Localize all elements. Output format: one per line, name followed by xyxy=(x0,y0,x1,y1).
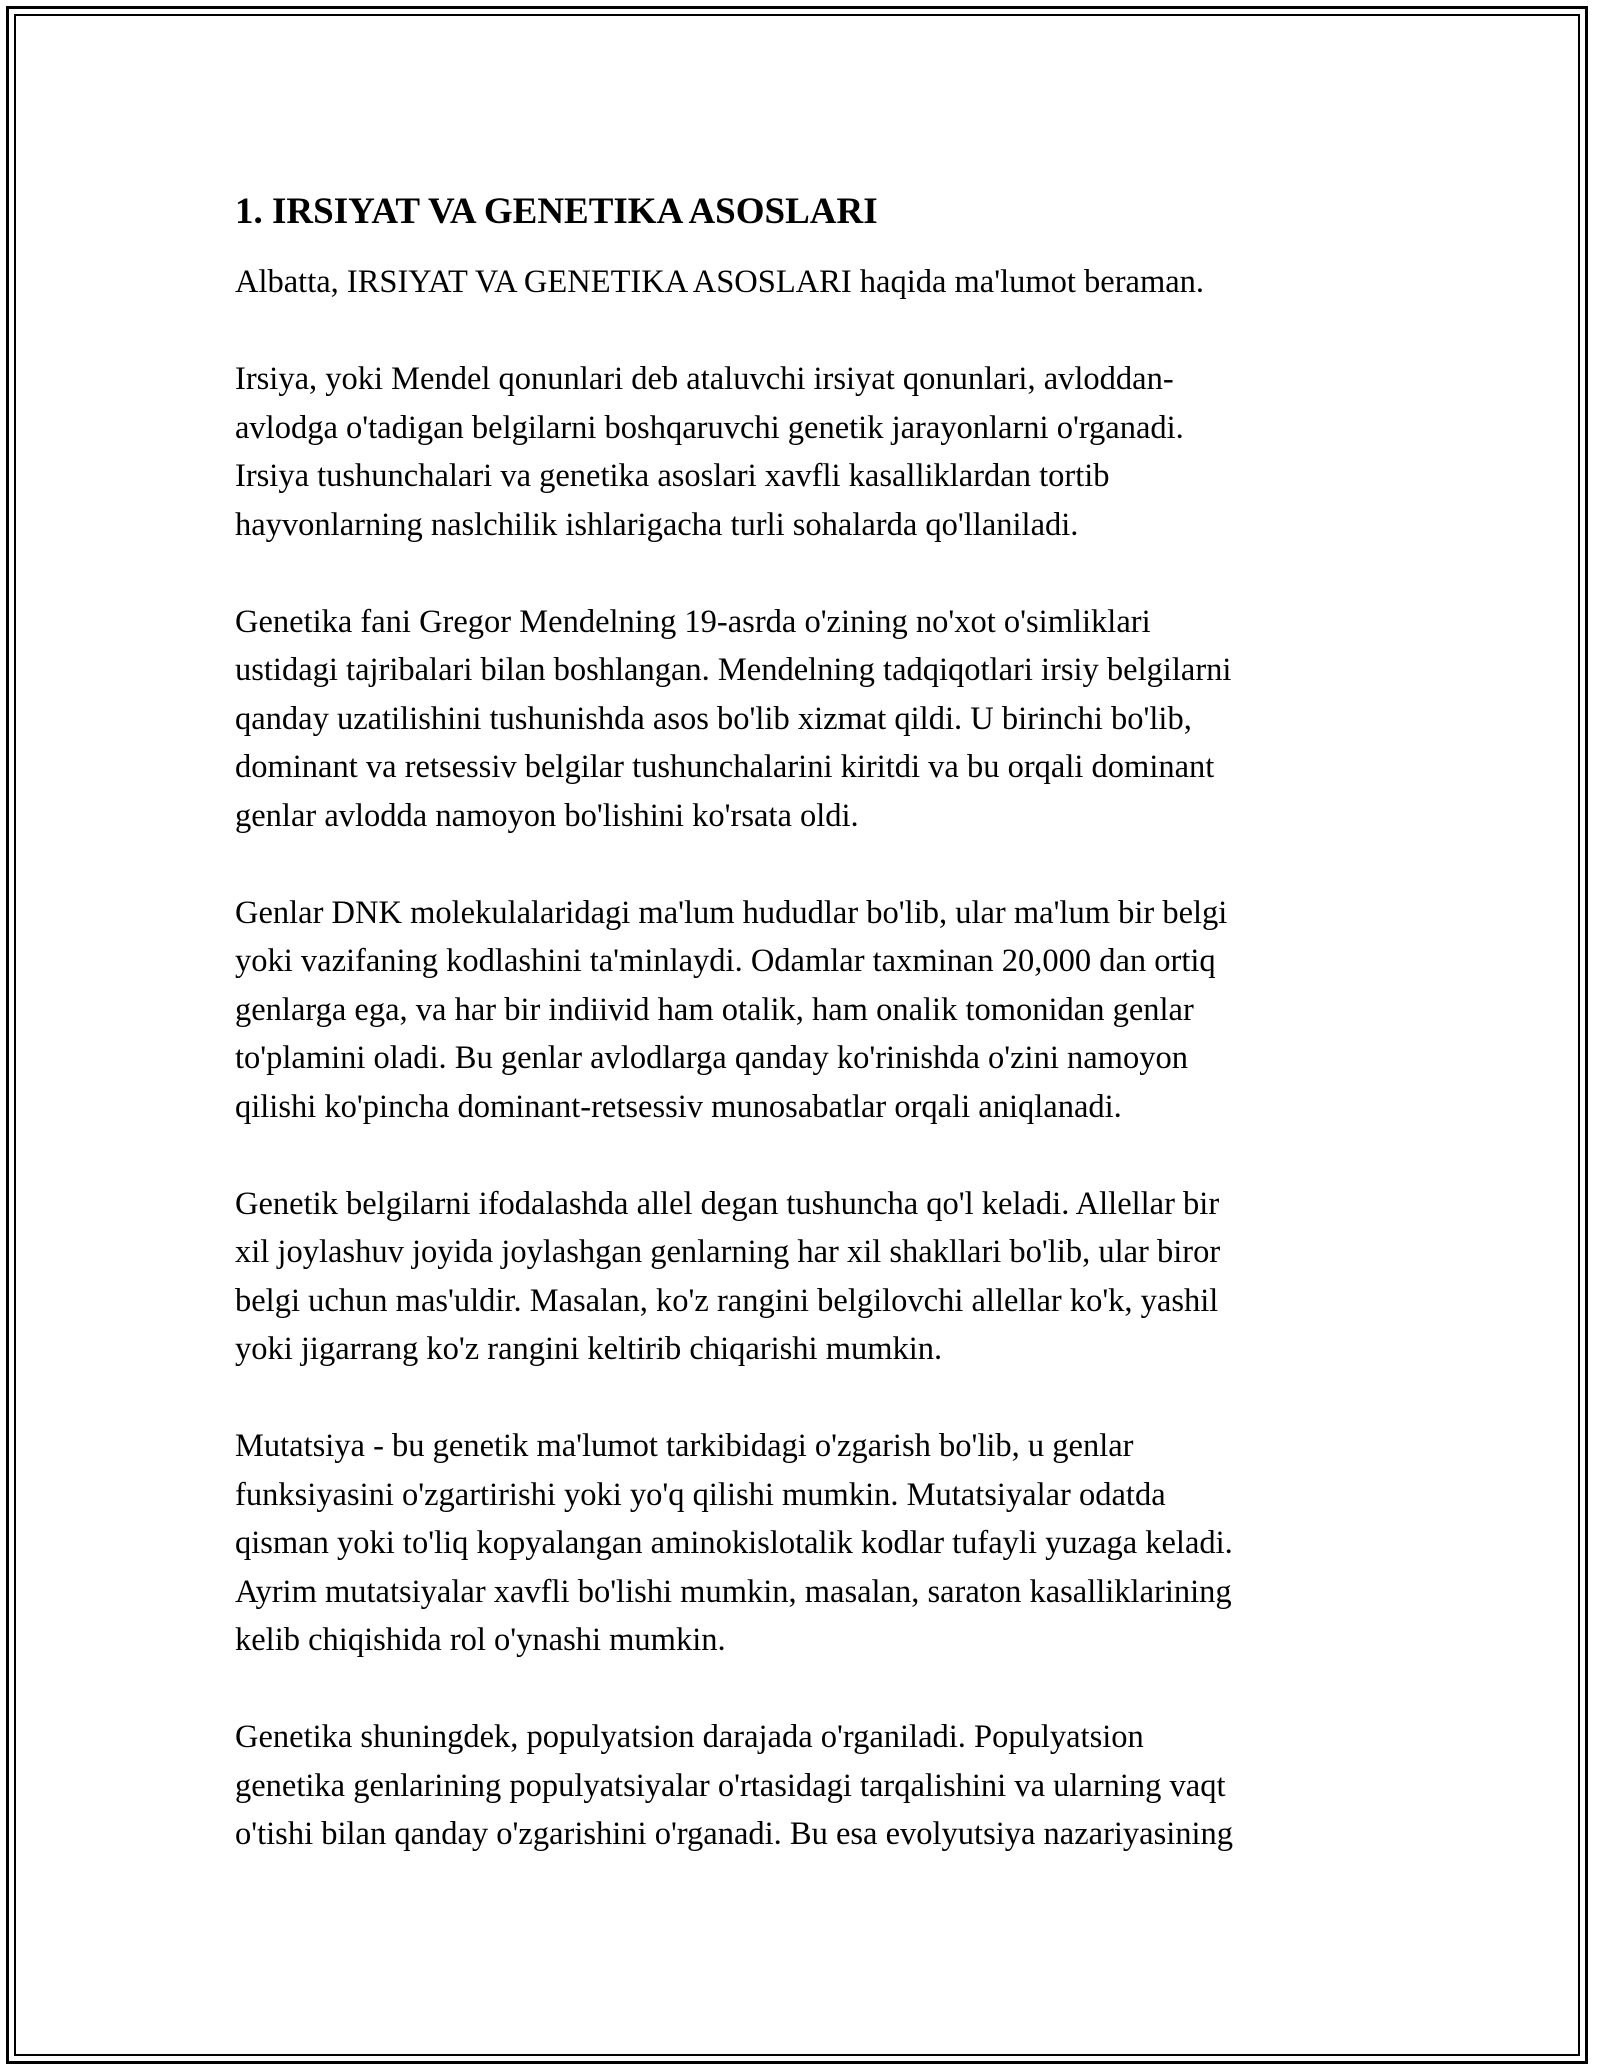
text-line: yoki jigarrang ko'z rangini keltirib chiqarishi mumkin. xyxy=(235,1331,943,1367)
text-line: hayvonlarning naslchilik ishlarigacha turli sohalarda qo'llaniladi. xyxy=(235,506,1079,543)
section-heading: 1. IRSIYAT VA GENETIKA ASOSLARI xyxy=(235,191,878,232)
text-line: genetika genlarining populyatsiyalar o'rtasidagi tarqalishini va ularning vaqt xyxy=(235,1767,1226,1804)
text-line: funksiyasini o'zgartirishi yoki yo'q qilishi mumkin. Mutatsiyalar odatda xyxy=(235,1476,1166,1513)
paragraph-irsiya xyxy=(235,355,1395,549)
text-line: yoki vazifaning kodlashini ta'minlaydi. Odamlar taxminan 20,000 dan ortiq xyxy=(235,943,1216,979)
text-line: to'plamini oladi. Bu genlar avlodlarga qanday ko'rinishda o'zini namoyon xyxy=(235,1040,1188,1076)
document-body xyxy=(235,188,1395,1907)
paragraph-allel xyxy=(235,1180,1395,1374)
paragraph-genlar xyxy=(235,889,1395,1132)
text-line: qilishi ko'pincha dominant-retsessiv munosabatlar orqali aniqlanadi. xyxy=(235,1088,1122,1125)
text-line: kelib chiqishida rol o'ynashi mumkin. xyxy=(235,1622,726,1658)
paragraph-mutatsiya xyxy=(235,1422,1395,1665)
text-line: Irsiya tushunchalari va genetika asoslari xavfli kasalliklardan tortib xyxy=(235,458,1110,494)
paragraph-mendel xyxy=(235,598,1395,841)
paragraph-populyatsion xyxy=(235,1713,1395,1859)
text-line: Ayrim mutatsiyalar xavfli bo'lishi mumkin, masalan, saraton kasalliklarining xyxy=(235,1573,1232,1610)
text-line: Genetika shuningdek, populyatsion darajada o'rganiladi. Populyatsion xyxy=(235,1719,1144,1755)
text-line: belgi uchun mas'uldir. Masalan, ko'z rangini belgilovchi allellar ko'k, yashil xyxy=(235,1282,1219,1319)
text-line: avlodga o'tadigan belgilarni boshqaruvchi genetik jarayonlarni o'rganadi. xyxy=(235,409,1184,446)
text-line: Irsiya, yoki Mendel qonunlari deb ataluvchi irsiyat qonunlari, avloddan- xyxy=(235,361,1174,397)
text-line: Albatta, IRSIYAT VA GENETIKA ASOSLARI haqida ma'lumot beraman. xyxy=(235,264,1205,300)
text-line: Mutatsiya - bu genetik ma'lumot tarkibidagi o'zgarish bo'lib, u genlar xyxy=(235,1428,1134,1464)
text-line: genlarga ega, va har bir indiivid ham otalik, ham onalik tomonidan genlar xyxy=(235,991,1194,1028)
text-line: genlar avlodda namoyon bo'lishini ko'rsata oldi. xyxy=(235,797,859,834)
text-line: dominant va retsessiv belgilar tushunchalarini kiritdi va bu orqali dominant xyxy=(235,749,1215,785)
text-line: xil joylashuv joyida joylashgan genlarning har xil shakllari bo'lib, ular biror xyxy=(235,1234,1221,1270)
paragraph-intro xyxy=(235,258,1395,307)
text-line: Genetik belgilarni ifodalashda allel degan tushuncha qo'l keladi. Allellar bir xyxy=(235,1185,1220,1222)
text-line: o'tishi bilan qanday o'zgarishini o'rganadi. Bu esa evolyutsiya nazariyasining xyxy=(235,1816,1234,1852)
text-line: Genetika fani Gregor Mendelning 19-asrda o'zining no'xot o'simliklari xyxy=(235,603,1151,640)
text-line: Genlar DNK molekulalaridagi ma'lum hududlar bo'lib, ular ma'lum bir belgi xyxy=(235,894,1228,931)
text-line: ustidagi tajribalari bilan boshlangan. Mendelning tadqiqotlari irsiy belgilarni xyxy=(235,652,1232,688)
text-line: qisman yoki to'liq kopyalangan aminokislotalik kodlar tufayli yuzaga keladi. xyxy=(235,1525,1233,1561)
text-line: qanday uzatilishini tushunishda asos bo'lib xizmat qildi. U birinchi bo'lib, xyxy=(235,700,1192,737)
